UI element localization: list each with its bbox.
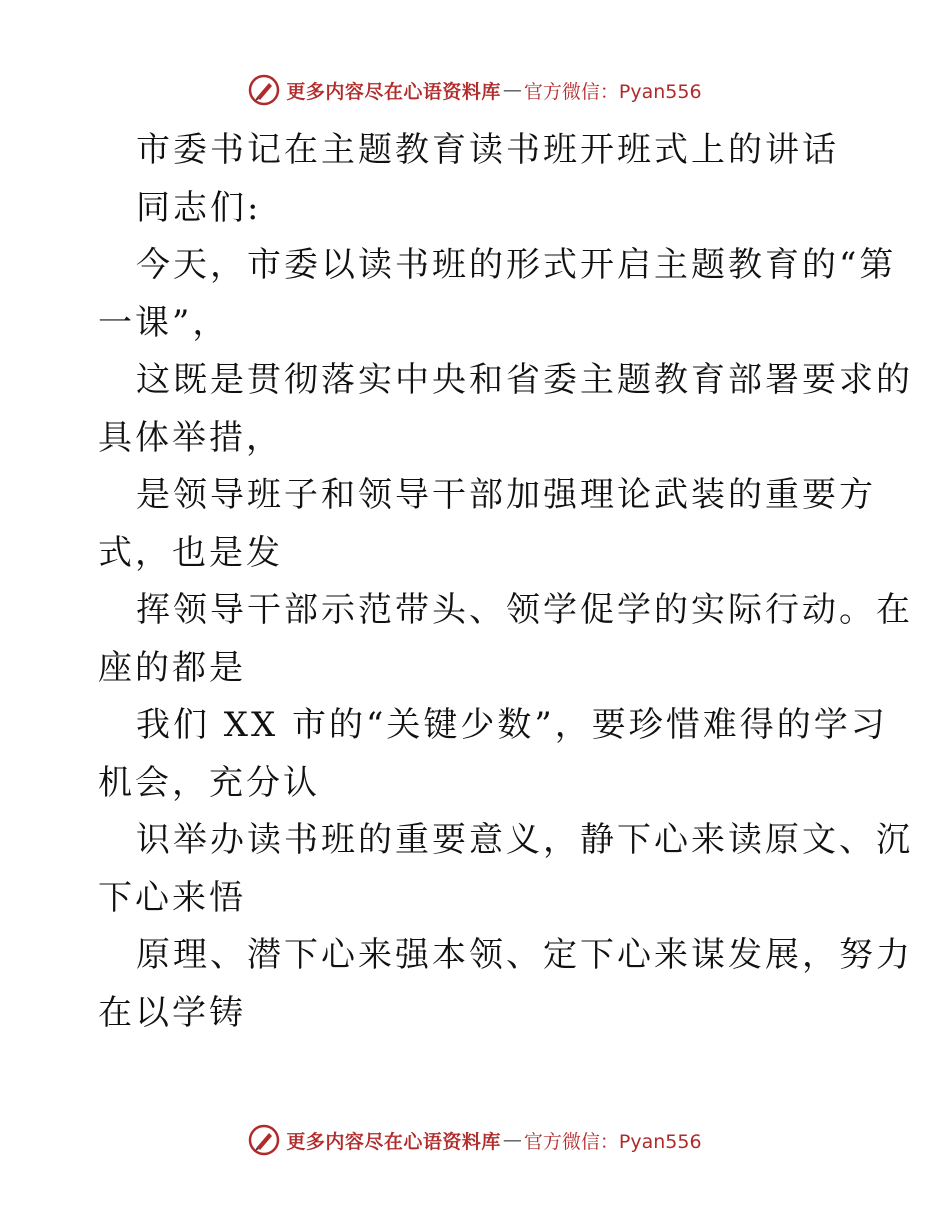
text-line: 座的都是 xyxy=(98,647,246,688)
text-line: 识举办读书班的重要意义，静下心来读原文、沉 xyxy=(136,820,913,860)
header-banner xyxy=(0,70,950,110)
banner-wechat: 官方微信：Pyan556 xyxy=(523,80,702,103)
pen-logo-icon xyxy=(248,1124,280,1156)
text-line: 我们 XX 市的“关键少数”，要珍惜难得的学习 xyxy=(136,705,888,745)
banner-separator: — xyxy=(502,79,522,101)
text-line: 是领导班子和领导干部加强理论武装的重要方 xyxy=(136,475,876,515)
text-line: 这既是贯彻落实中央和省委主题教育部署要求的 xyxy=(136,360,913,400)
text-line: 同志们: xyxy=(136,187,262,228)
text-line: 市委书记在主题教育读书班开班式上的讲话 xyxy=(136,130,839,170)
text-line: 今天，市委以读书班的形式开启主题教育的“第 xyxy=(136,245,897,285)
banner-text: 更多内容尽在心语资料库 xyxy=(286,1130,501,1153)
banner-wechat: 官方微信：Pyan556 xyxy=(523,1130,702,1153)
text-line: 式，也是发 xyxy=(98,532,283,573)
document-body xyxy=(98,122,913,1042)
footer-banner xyxy=(0,1120,950,1160)
text-line: 下心来悟 xyxy=(98,877,246,918)
banner-text: 更多内容尽在心语资料库 xyxy=(286,80,501,103)
banner-separator: — xyxy=(502,1129,522,1151)
text-line: 挥领导干部示范带头、领学促学的实际行动。在 xyxy=(136,590,913,630)
text-line: 原理、潜下心来强本领、定下心来谋发展，努力 xyxy=(136,935,913,975)
text-line: 一课”， xyxy=(98,302,230,343)
text-line: 在以学铸 xyxy=(98,992,246,1033)
text-line: 具体举措， xyxy=(98,417,283,458)
text-line: 机会，充分认 xyxy=(98,762,320,803)
pen-logo-icon xyxy=(248,74,280,106)
